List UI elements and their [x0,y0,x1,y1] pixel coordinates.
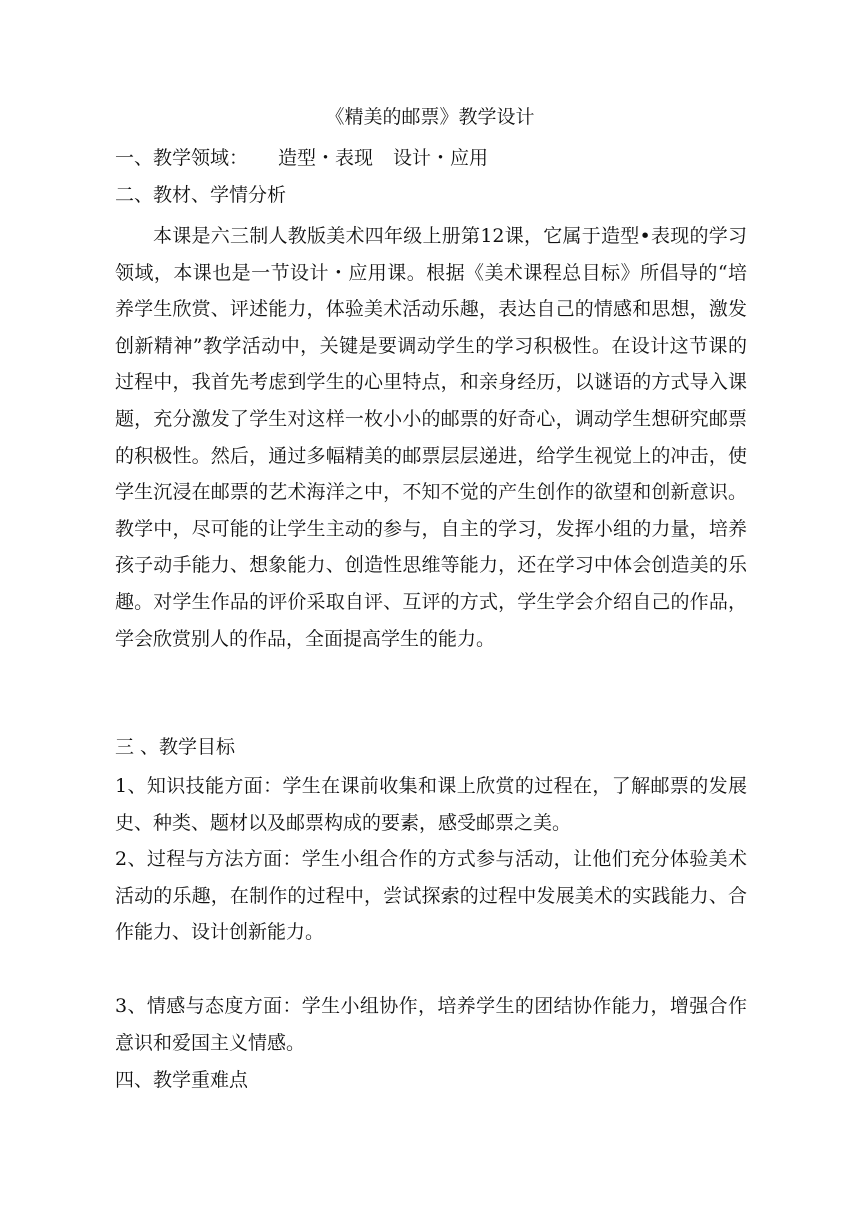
teaching-domain-label: 一、教学领域： [115,147,249,169]
section-goals-heading: 三 、教学目标 [115,736,236,758]
goal-process-methods: 2、过程与方法方面：学生小组合作的方式参与活动，让他们充分体验美术活动的乐趣，在制作的过程中，尝试探索的过程中发展美术的实践能力、合作能力、设计创新能力。 [115,848,747,944]
analysis-paragraph: 本课是六三制人教版美术四年级上册第12课，它属于造型•表现的学习领域，本课也是一节设计・应用课。根据《美术课程总目标》所倡导的“培养学生欣赏、评述能力，体验美术活动乐趣，表达自己的情感和思想，激发创新精神”教学活动中，关键是要调动学生的学习积极性。在设计这节课的过程中，我首先考虑到学生的心里特点，和亲身经历，以谜语的方式导入课题，充分激发了学生对这样一枚小小的邮票的好奇心，调动学生想研究邮票的积极性。然后，通过多幅精美的邮票层层递进，给学生视觉上的冲击，使学生沉浸在邮票的艺术海洋之中，不知不觉的产生创作的欲望和创新意识。教学中，尽可能的让学生主动的参与，自主的学习，发挥小组的力量，培养孩子动手能力、想象能力、创造性思维等能力，还在学习中体会创造美的乐趣。对学生作品的评价采取自评、互评的方式，学生学会介绍自己的作品，学会欣赏别人的作品，全面提高学生的能力。 [115,225,747,650]
teaching-domain-b: 设计・应用 [393,147,489,169]
goal-emotion-attitude: 3、情感与态度方面：学生小组协作，培养学生的团结协作能力，增强合作意识和爱国主义情感。 [115,995,747,1054]
teaching-domain-a: 造型・表现 [278,147,374,169]
section-analysis-heading: 二、教材、学情分析 [115,184,287,206]
document-title: 《精美的邮票》教学设计 [325,106,535,128]
section-key-points-heading: 四、教学重难点 [115,1069,249,1091]
goal-knowledge-skills: 1、知识技能方面：学生在课前收集和课上欣赏的过程在，了解邮票的发展史、种类、题材以及邮票构成的要素，感受邮票之美。 [115,775,747,834]
section-teaching-domain [115,141,488,175]
